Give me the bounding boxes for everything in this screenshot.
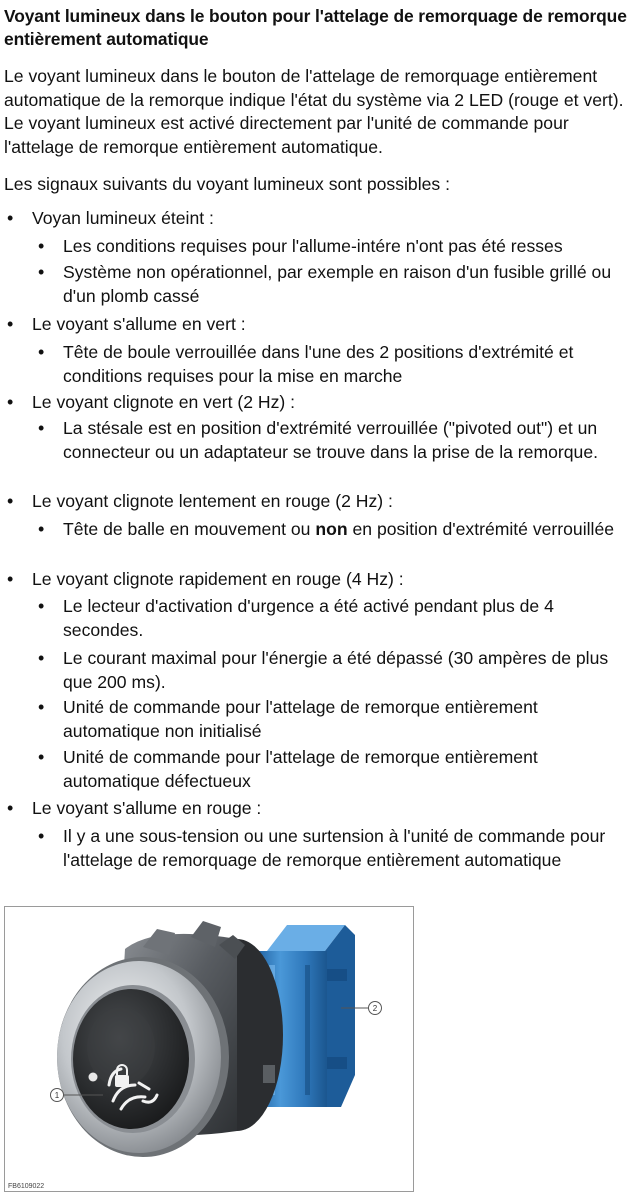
- callout-2-label: 2: [372, 1004, 378, 1013]
- sub-list-item: • Les conditions requises pour l'allume-intére n'ont pas été resses: [63, 235, 635, 259]
- sub-list-item: • Le courant maximal pour l'énergie a été dépassé (30 ampères de plus que 200 ms).: [63, 647, 635, 694]
- led-indicator: [89, 1073, 98, 1082]
- list-item: • Le voyant clignote en vert (2 Hz) :: [32, 391, 632, 415]
- list-item: • Le voyant clignote rapidement en rouge (4 Hz) :: [32, 568, 632, 592]
- list-item: • Le voyant clignote lentement en rouge (2 Hz) :: [32, 490, 632, 514]
- emphasis-word: non: [315, 519, 348, 539]
- trailer-hitch-button-illustration: [5, 907, 413, 1191]
- sub-list-item: • La stésale est en position d'extrémité verrouillée ("pivoted out") et un connecteur ou un adaptateur se trouve dans la prise de la remorque.: [63, 417, 635, 464]
- sub-list-item: • Tête de boule verrouillée dans l'une des 2 positions d'extrémité et conditions requises pour la mise en marche: [63, 341, 635, 388]
- sub-text-after: en position d'extrémité verrouillée: [347, 519, 615, 539]
- list-item: • Voyan lumineux éteint :: [32, 207, 632, 231]
- callout-1-label: 1: [54, 1091, 60, 1100]
- figure-code: FB6109022: [8, 1183, 45, 1190]
- sub-list-item: • Système non opérationnel, par exemple en raison d'un fusible grillé ou d'un plomb cassé: [63, 261, 635, 308]
- sub-list-item: • Unité de commande pour l'attelage de remorque entièrement automatique non initialisé: [63, 696, 635, 743]
- sub-list-item: • Le lecteur d'activation d'urgence a été activé pendant plus de 4 secondes.: [63, 595, 635, 642]
- sub-list-item: [63, 518, 635, 542]
- list-item: • Le voyant s'allume en vert :: [32, 313, 632, 337]
- button-face: [73, 989, 189, 1129]
- sub-list-item: • Il y a une sous-tension ou une surtension à l'unité de commande pour l'attelage de remorquage de remorque entièrement automatique: [63, 825, 635, 872]
- switch-figure: [4, 906, 414, 1192]
- section-title: Voyant lumineux dans le bouton pour l'attelage de remorquage de remorque entièrement automatique: [4, 6, 627, 49]
- signals-intro: Les signaux suivants du voyant lumineux sont possibles :: [4, 174, 450, 194]
- sub-list-item: • Unité de commande pour l'attelage de remorque entièrement automatique défectueux: [63, 746, 635, 793]
- sub-text-before: Tête de balle en mouvement ou: [63, 519, 316, 539]
- intro-paragraph: Le voyant lumineux dans le bouton de l'attelage de remorquage entièrement automatique de la remorque indique l'état du système via 2 LED (rouge et vert). Le voyant lumineux est activé directement par l'unité de commande pour l'attelage de remorque entièrement automatique.: [4, 66, 624, 157]
- list-item: • Le voyant s'allume en rouge :: [32, 797, 632, 821]
